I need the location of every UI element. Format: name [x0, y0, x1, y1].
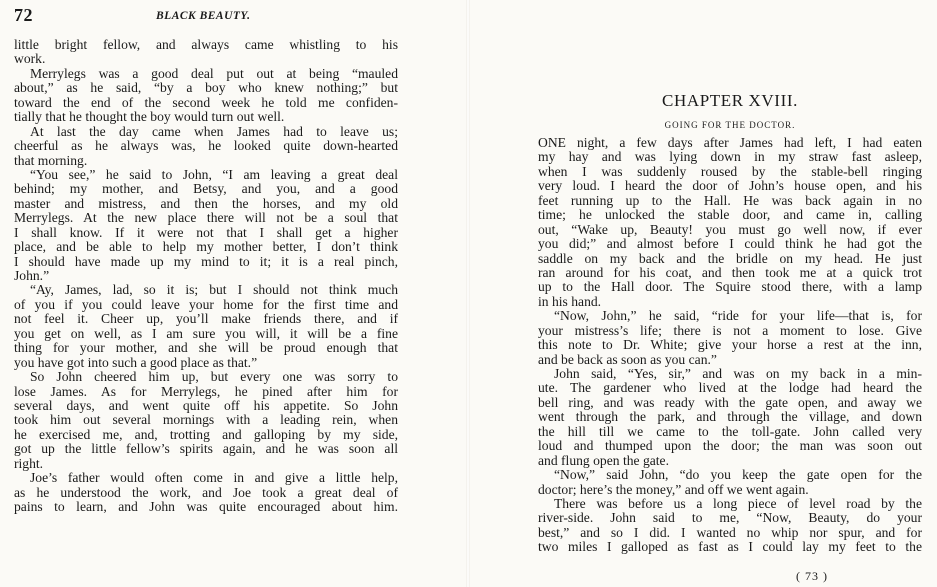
text-line: “Now, John,” he said, “ride for your life—that is, for	[554, 308, 922, 324]
text-line: you get on well, as I am sure you will, it will be a fine	[14, 325, 398, 341]
text-line: right.	[14, 455, 44, 471]
text-line: up to the Hall door. The Squire stood there, with a lamp	[538, 279, 922, 295]
text-line: took him out several mornings with a leading rein, when	[14, 412, 398, 428]
text-line: Joe’s father would often come in and give a little help,	[30, 470, 398, 486]
text-line: “Now,” said John, “do you keep the gate open for the	[554, 467, 922, 483]
page-number-left: 72	[14, 5, 33, 25]
text-line: my hay and was lying down in my straw fast asleep,	[538, 149, 922, 165]
text-line: best,” and so I did. I wanted no whip nor spur, and for	[538, 524, 922, 540]
text-line: and be back as soon as you can.”	[538, 351, 717, 367]
text-line: got up the little fellow’s spirits again, and he was soon all	[14, 441, 398, 457]
text-line: place, and be able to help my mother better, I don’t think	[14, 239, 398, 255]
text-line: toward the end of the second week he told me confiden-	[14, 94, 398, 110]
text-line: At last the day came when James had to leave us;	[30, 123, 398, 139]
text-line: went through the park, and through the village, and down	[538, 409, 922, 425]
running-title: BLACK BEAUTY.	[156, 10, 251, 22]
text-line: feet running up to the Hall. He was back again in no	[538, 192, 922, 208]
text-line: and flung open the gate.	[538, 452, 669, 468]
text-line: saddle on my back and the bridle on my head. He just	[538, 250, 922, 266]
page-number-right: ( 73 )	[796, 569, 828, 583]
text-line: time; he unlocked the stable door, and came in, calling	[538, 207, 922, 223]
text-line: ran around for his coat, and then took me at a quick trot	[538, 264, 922, 280]
text-line: cheerful as he always was, he looked quite down-hearted	[14, 138, 398, 154]
text-line: you have got into such a good place as that.”	[14, 354, 258, 370]
text-line: work.	[14, 51, 46, 67]
text-line: the hill till we came to the toll-gate. John called very	[538, 423, 922, 439]
text-line: John.”	[14, 268, 50, 283]
text-line: this note to Dr. White; give your horse a rest at the inn,	[538, 337, 922, 353]
left-page	[0, 0, 468, 587]
right-page	[468, 0, 937, 587]
text-line: very loud. I heard the door of John’s house open, and his	[538, 178, 922, 194]
text-line: Merrylegs was a good deal put out at being “mauled	[30, 65, 398, 81]
text-line: out, “Wake up, Beauty! you must go well now, if ever	[538, 221, 922, 237]
text-line: master and mistress, and then the horses, and my old	[14, 195, 398, 211]
text-line: not feel it. Cheer up, you’ll make friends there, and if	[14, 311, 398, 327]
text-line: that morning.	[14, 152, 88, 168]
text-line: “You see,” he said to John, “I am leaving a great deal	[30, 166, 398, 182]
text-line: thing for your mother, and she will be proud enough that	[14, 340, 398, 356]
text-line: river-side. John said to me, “Now, Beauty, do your	[538, 510, 922, 526]
text-line: in his hand.	[538, 293, 602, 309]
text-line: So John cheered him up, but every one was sorry to	[30, 369, 398, 385]
text-line: several days, and went quite off his appetite. So John	[14, 397, 398, 413]
left-page-body	[14, 38, 398, 514]
text-line: pains to learn, and John was quite encouraged about him.	[14, 499, 398, 514]
right-page-body	[538, 136, 922, 555]
text-line: There was before us a long piece of level road by the	[554, 495, 922, 511]
text-line: John said, “Yes, sir,” and was on my back in a min-	[554, 366, 922, 381]
text-line: doctor; here’s the money,” and off we went again.	[538, 481, 809, 497]
text-line: tially that he thought the boy would turn out well.	[14, 109, 285, 125]
text-line: behind; my mother, and Betsy, and you, and a good	[14, 181, 398, 197]
text-line: about,” as he said, “by a boy who knew nothing;” but	[14, 80, 398, 96]
chapter-title: CHAPTER XVIII.	[662, 91, 798, 110]
text-line: he exercised me, and, trotting and galloping by my side,	[14, 426, 398, 442]
text-line: Merrylegs. At the new place there will not be a soul that	[14, 210, 398, 226]
text-line: lose James. As for Merrylegs, he pined after him for	[14, 383, 398, 399]
text-line: of you if you could leave your home for the first time and	[14, 296, 398, 312]
text-line: loud and thumped upon the door; the man was soon out	[538, 438, 922, 454]
text-line: bell ring, and was ready with the gate open, and away we	[538, 394, 922, 410]
text-line: I should have made up my mind to it; it is a real pinch,	[14, 253, 398, 269]
text-line: two miles I galloped as fast as I could lay my feet to the	[538, 539, 922, 555]
text-line: little bright fellow, and always came whistling to his	[14, 37, 398, 52]
chapter-subtitle: GOING FOR THE DOCTOR.	[664, 120, 796, 130]
text-line: ONE night, a few days after James had left, I had eaten	[538, 135, 922, 150]
text-line: when I was suddenly roused by the stable-bell ringing	[538, 163, 922, 179]
text-line: you did;” and almost before I could think he had got the	[538, 236, 922, 252]
text-line: ute. The gardener who lived at the lodge had heard the	[538, 380, 922, 396]
left-page-header	[14, 5, 404, 27]
text-line: as he understood the work, and Joe took a great deal of	[14, 484, 398, 500]
text-line: your mistress’s life; there is not a moment to lose. Give	[538, 322, 922, 338]
text-line: “Ay, James, lad, so it is; but I should not think much	[30, 282, 398, 298]
text-line: I shall know. If it were not that I shall get a higher	[14, 224, 398, 240]
